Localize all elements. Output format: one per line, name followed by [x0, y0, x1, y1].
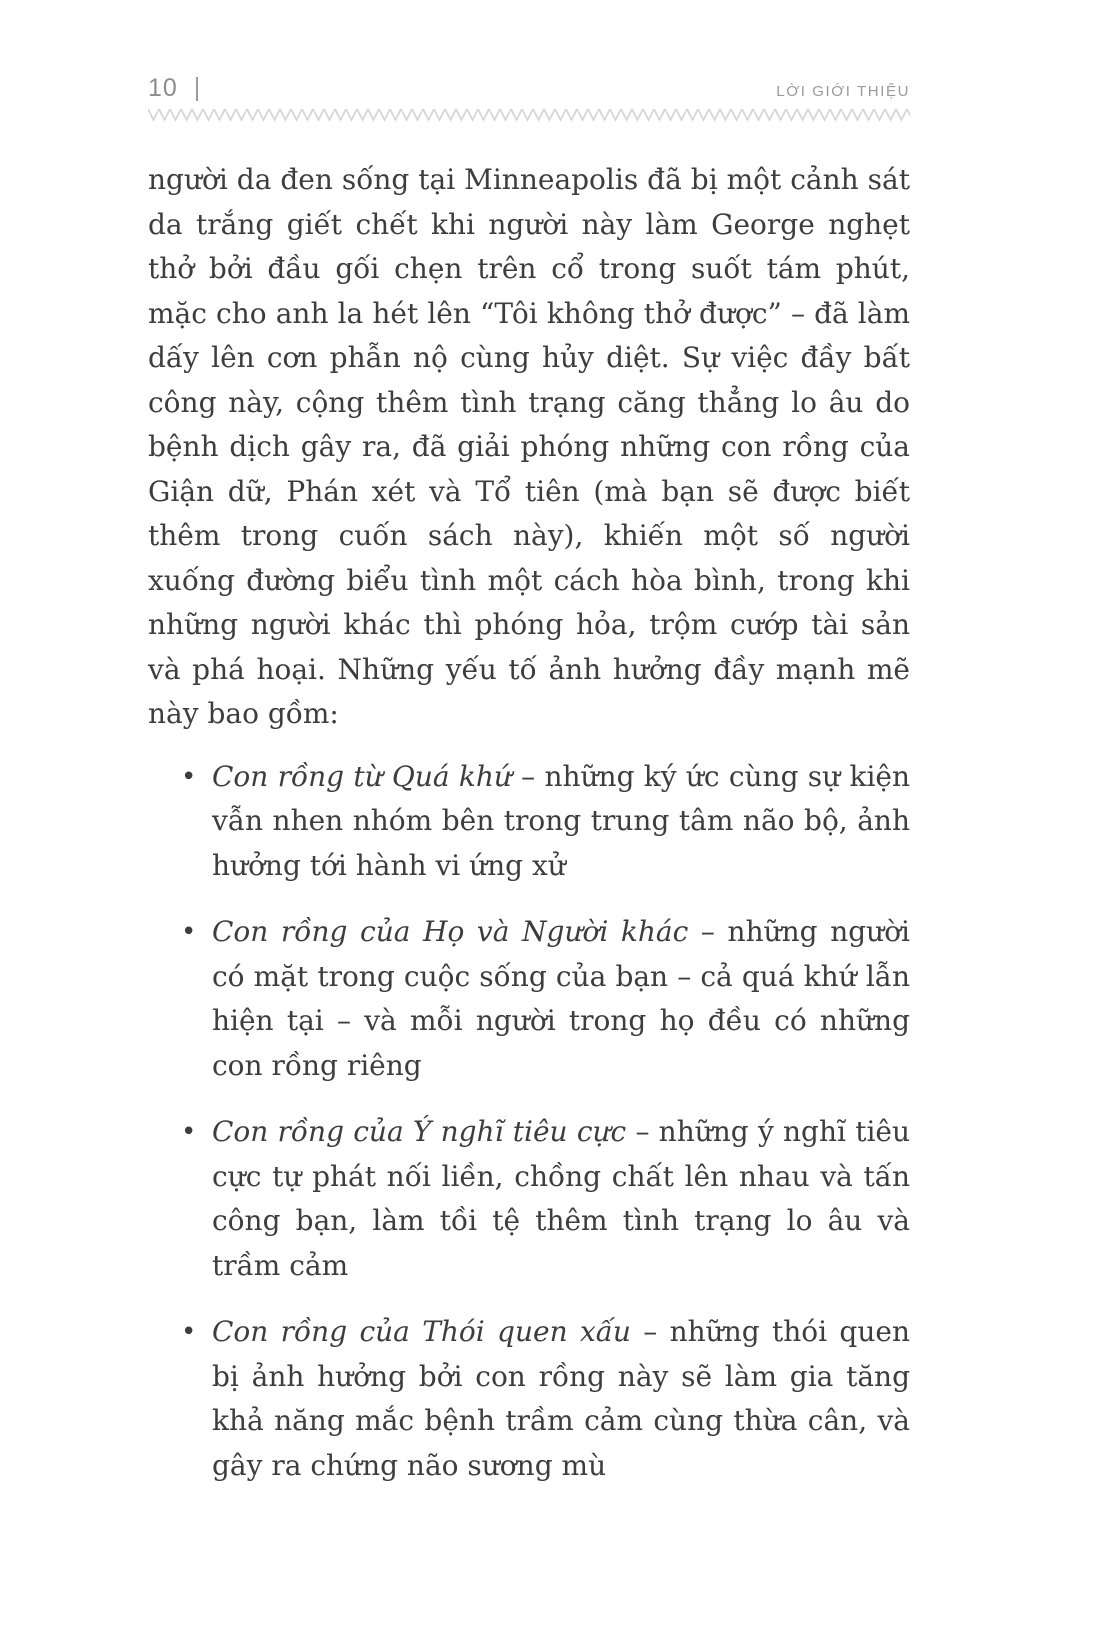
bullet-description: – những ý nghĩ tiêu cực tự phát nối liền, chồng chất lên nhau và tấn công bạn, làm tồi tệ thêm tình trạng lo âu và trầm cảm: [212, 1115, 910, 1282]
bullet-icon: •: [181, 761, 197, 792]
bullet-icon: •: [181, 1317, 197, 1347]
dragon-name: Con rồng từ Quá khứ: [212, 759, 512, 793]
page-number-group: [148, 74, 198, 103]
bullet-description: – những người có mặt trong cuộc sống của bạn – cả quá khứ lẫn hiện tại – và mỗi người trong họ đều có những con rồng riêng: [212, 915, 911, 1082]
dragon-name: Con rồng của Thói quen xấu: [212, 1315, 631, 1348]
header-separator-bar: [196, 77, 198, 101]
list-item: [148, 910, 910, 1088]
bullet-description: – những ký ức cùng sự kiện vẫn nhen nhóm bên trong trung tâm não bộ, ảnh hưởng tới hành vi ứng xử: [212, 759, 911, 882]
body-paragraph: người da đen sống tại Minneapolis đã bị một cảnh sát da trắng giết chết khi người này làm George nghẹt thở bởi đầu gối chẹn trên cổ trong suốt tám phút, mặc cho anh la hét lên “Tôi không thở được” – đã làm dấy lên cơn phẫn nộ cùng hủy diệt. Sự việc đầy bất công này, cộng thêm tình trạng căng thẳng lo âu do bệnh dịch gây ra, đã giải phóng những con rồng của Giận dữ, Phán xét và Tổ tiên (mà bạn sẽ được biết thêm trong cuốn sách này), khiến một số người xuống đường biểu tình một cách hòa bình, trong khi những người khác thì phóng hỏa, trộm cướp tài sản và phá hoại. Những yếu tố ảnh hưởng đầy mạnh mẽ này bao gồm:: [148, 163, 910, 730]
bullet-icon: •: [181, 1117, 197, 1147]
running-header: [148, 74, 910, 103]
dragon-name: Con rồng của Họ và Người khác: [212, 915, 689, 948]
zigzag-pattern-svg: [148, 106, 910, 124]
list-item: [148, 1110, 910, 1288]
list-item: [148, 755, 910, 889]
running-header-title: LỜI GIỚI THIỆU: [776, 83, 910, 100]
page-content: [148, 158, 910, 1510]
page-number: 10: [148, 74, 178, 102]
bullet-icon: •: [181, 917, 197, 947]
list-item: [148, 1310, 910, 1488]
dragon-name: Con rồng của Ý nghĩ tiêu cực: [212, 1115, 627, 1148]
zigzag-divider: [148, 106, 910, 124]
dragon-bullet-list: [148, 755, 910, 1489]
bullet-description: – những thói quen bị ảnh hưởng bởi con rồng này sẽ làm gia tăng khả năng mắc bệnh trầm cảm cùng thừa cân, và gây ra chứng não sương mù: [212, 1315, 910, 1482]
